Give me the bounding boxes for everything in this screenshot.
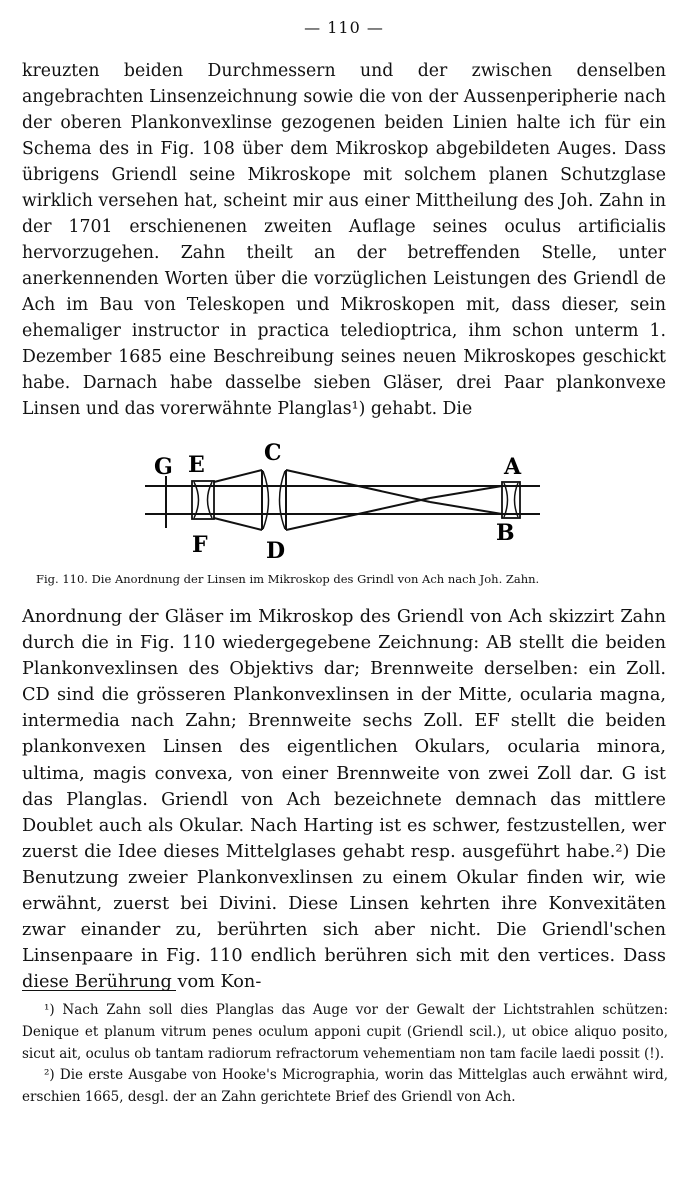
paragraph-1: kreuzten beiden Durchmessern und der zwischen denselben angebrachten Linsenzeichnung sowie die von der Aussenperipherie nach der oberen Plankonvexlinse gezogenen beiden Linien halte ich für ein Schema des in Fig. 108 über dem Mikroskop abgebildeten Auges. Dass übrigens Griendl seine Mikroskope mit solchem planen Schutzglase wirklich versehen hat, scheint mir aus einer Mittheilung des Joh. Zahn in der 1701 erschienenen zweiten Auflage seines oculus artificialis hervorzugehen. Zahn theilt an der betreffenden Stelle, unter anerkennenden Worten über die vorzüglichen Leistungen des Griendl de Ach im Bau von Teleskopen und Mikroskopen mit, dass dieser, sein ehemaliger instructor in practica teledioptrica, ihm schon unterm 1. Dezember 1685 eine Beschreibung seines neuen Mikroskopes geschickt habe. Darnach habe dasselbe sieben Gläser, drei Paar plankonvexe Linsen und das vorerwähnte Planglas¹) gehabt. Die (22, 61, 666, 419)
footnote-1: ¹) Nach Zahn soll dies Planglas das Auge vor der Gewalt der Lichtstrahlen schützen: Denique et planum vitrum penes oculum apponi cupit (Griendl scil.), ut obice aliquo posito, sicut ait, oculus ob tantam radiorum refractorum vehementiam non tam facile laedi possit (!). (22, 1002, 668, 1062)
middle-lens-curves (263, 471, 285, 529)
label-d: D (266, 538, 286, 564)
label-a: A (504, 454, 522, 480)
label-f: F (192, 532, 208, 558)
label-g: G (154, 454, 173, 480)
label-c: C (264, 440, 282, 466)
rays-focus-to-ab (430, 486, 502, 514)
footnote-2: ²) Die erste Ausgabe von Hooke's Micrographia, worin das Mittelglas auch erwähnt wird, erschien 1665, desgl. der an Zahn gerichtete Brief des Griendl von Ach. (22, 1067, 668, 1106)
rays-ef-to-cd (214, 470, 262, 530)
label-e: E (188, 452, 205, 478)
ocular-lens-curves (194, 482, 212, 518)
objective-lens-pair-ab (502, 482, 520, 518)
objective-lens-curves (504, 483, 518, 517)
figure-110-diagram (140, 436, 560, 566)
footnotes (22, 1000, 668, 1109)
paragraph-2: Anordnung der Gläser im Mikroskop des Griendl von Ach skizzirt Zahn durch die in Fig. 110 wiedergegebene Zeichnung: AB stellt die beiden Plankonvexlinsen des Objektivs dar; Brennweite derselben: ein Zoll. CD sind die grösseren Plankonvexlinsen in der Mitte, ocularia magna, intermedia nach Zahn; Brennweite sechs Zoll. EF stellt die beiden plankonvexen Linsen des eigentlichen Okulars, ocularia minora, ultima, magis convexa, von einer Brennweite von zwei Zoll dar. G ist das Planglas. Griendl von Ach bezeichnete demnach das mittlere Doublet auch als Okular. Nach Harting ist es schwer, festzustellen, wer zuerst die Idee dieses Mittelglases gehabt resp. ausgeführt habe.²) Die Benutzung zweier Plankonvexlinsen zu einem Okular finden wir, wie erwähnt, zuerst bei Divini. Diese Linsen kehrten ihre Konvexitäten zwar einander zu, berührten sich aber nicht. Die Griendl'schen Linsenpaare in Fig. 110 endlich berühren sich mit den vertices. Dass diese Berührung vom Kon- (22, 607, 666, 993)
rays-cd-to-focus (286, 470, 430, 530)
lens-arrangement-diagram (140, 436, 560, 566)
page-number: — 110 — (304, 18, 384, 37)
footnote-separator (22, 990, 176, 991)
figure-caption: Fig. 110. Die Anordnung der Linsen im Mikroskop des Grindl von Ach nach Joh. Zahn. (36, 572, 540, 586)
label-b: B (496, 520, 515, 546)
